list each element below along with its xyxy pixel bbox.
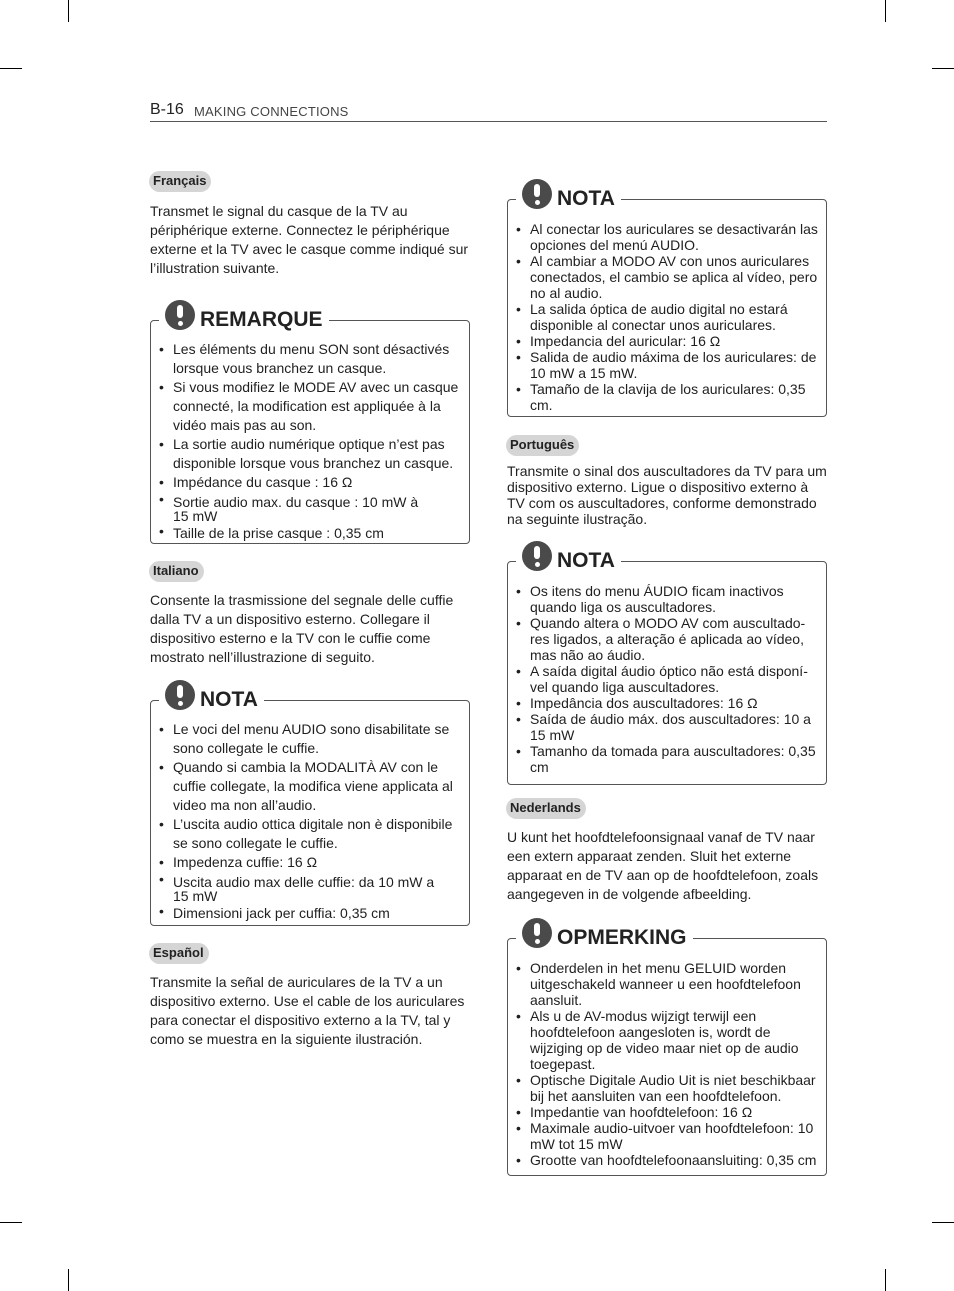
exclamation-icon <box>165 680 195 710</box>
list-item: • Sortie audio max. du casque : 10 mW à 15 mW <box>151 492 463 523</box>
spanish-description: Transmite la señal de auriculares de la TV a un dispositivo externo. Use el cable de los auriculares para conectar el dispositivo externo a la TV, tal y como se muestra en la siguiente ilustración. <box>150 974 465 1047</box>
list-item: • Impédance du casque : 16 Ω <box>151 473 463 492</box>
opmerking-box <box>507 926 827 1176</box>
list-item: • Le voci del menu AUDIO sono disabilitate se sono collegate le cuffie. <box>151 720 463 758</box>
crop-mark <box>68 1269 69 1291</box>
list-item: • Impedantie van hoofdtelefoon: 16 Ω <box>508 1104 818 1120</box>
list-item: • Impedancia del auricular: 16 Ω <box>508 333 818 349</box>
list-item: • Al cambiar a MODO AV con unos auriculares conectados, el cambio se aplica al vídeo, pero no al audio. <box>508 253 818 301</box>
list-item: • Impedância dos auscultadores: 16 Ω <box>508 695 818 711</box>
note-title: NOTA <box>557 549 615 572</box>
crop-mark <box>932 68 954 69</box>
list-item: • Les éléments du menu SON sont désactivés lorsque vous branchez un casque. <box>151 340 463 378</box>
french-description: Transmet le signal du casque de la TV au périphérique externe. Connectez le périphérique externe et la TV avec le casque comme indiqué sur l’illustration suivante. <box>150 203 469 276</box>
french-note-list <box>151 321 469 541</box>
list-item: • A saída digital áudio óptico não está disponí-vel quando liga auscultadores. <box>508 663 818 695</box>
list-item: • Optische Digitale Audio Uit is niet beschikbaar bij het aansluiten van een hoofdtelefoon. <box>508 1072 818 1104</box>
list-item: • Als u de AV-modus wijzigt terwijl een hoofdtelefoon aangesloten is, wordt de wijziging op de video maar niet op de audio toegepast. <box>508 1008 818 1072</box>
list-item: • La salida óptica de audio digital no estará disponible al conectar unos auriculares. <box>508 301 818 333</box>
nota-box-italian <box>150 688 470 926</box>
left-column <box>150 171 470 1049</box>
spanish-note-list <box>508 200 826 413</box>
list-item: • Dimensioni jack per cuffia: 0,35 cm <box>151 903 463 921</box>
dutch-description: U kunt het hoofdtelefoonsignaal vanaf de TV naar een extern apparaat zenden. Sluit het externe apparaat en de TV aan op de hoofdtelefoon, zoals aangegeven in de volgende afbeelding. <box>507 829 819 902</box>
exclamation-icon <box>522 918 552 948</box>
note-header <box>516 535 621 575</box>
exclamation-icon <box>522 541 552 571</box>
italian-note-list <box>151 701 469 921</box>
crop-mark <box>0 68 22 69</box>
right-column <box>507 187 827 1176</box>
language-label-dutch: Nederlands <box>506 798 586 819</box>
crop-mark <box>0 1222 22 1223</box>
list-item: • Taille de la prise casque : 0,35 cm <box>151 523 463 541</box>
language-label-portuguese: Português <box>506 435 579 456</box>
list-item: • Quando altera o MODO AV com auscultado-res ligados, a alteração é aplicada ao vídeo, mas não ao áudio. <box>508 615 818 663</box>
list-item: • Salida de audio máxima de los auriculares: de 10 mW a 15 mW. <box>508 349 818 381</box>
note-header <box>516 912 693 952</box>
portuguese-note-list <box>508 562 826 775</box>
page-header <box>150 100 827 122</box>
list-item: • Al conectar los auriculares se desactivarán las opciones del menú AUDIO. <box>508 221 818 253</box>
language-label-french: Français <box>149 171 211 192</box>
list-item: • Onderdelen in het menu GELUID worden uitgeschakeld wanneer u een hoofdtelefoon aansluit. <box>508 960 818 1008</box>
note-title: NOTA <box>557 187 615 210</box>
remarque-box <box>150 308 470 544</box>
page-number: B-16 <box>150 101 184 118</box>
crop-mark <box>885 1269 886 1291</box>
note-header <box>159 294 329 334</box>
note-header <box>516 173 621 213</box>
list-item: • Tamaño de la clavija de los auriculares: 0,35 cm. <box>508 381 818 413</box>
section-title: MAKING CONNECTIONS <box>194 104 349 119</box>
crop-mark <box>68 0 69 22</box>
note-header <box>159 674 264 714</box>
list-item: • L’uscita audio ottica digitale non è disponibile se sono collegate le cuffie. <box>151 815 463 853</box>
portuguese-description: Transmite o sinal dos auscultadores da TV para um dispositivo externo. Ligue o dispositivo externo à TV com os auscultadores, conforme demonstrado na seguinte ilustração. <box>507 463 827 527</box>
note-title: OPMERKING <box>557 926 687 949</box>
list-item: • Si vous modifiez le MODE AV avec un casque connecté, la modification est appliquée à la vidéo mais pas au son. <box>151 378 463 435</box>
crop-mark <box>885 0 886 22</box>
exclamation-icon <box>522 179 552 209</box>
note-title: NOTA <box>200 688 258 711</box>
list-item: • Saída de áudio máx. dos auscultadores: 10 a 15 mW <box>508 711 818 743</box>
list-item: • Uscita audio max delle cuffie: da 10 mW a 15 mW <box>151 872 463 903</box>
language-label-spanish: Español <box>149 943 209 964</box>
nota-box-spanish <box>507 187 827 417</box>
list-item: • La sortie audio numérique optique n’est pas disponible lorsque vous branchez un casque. <box>151 435 463 473</box>
list-item: • Impedenza cuffie: 16 Ω <box>151 853 463 872</box>
dutch-note-list <box>508 939 826 1168</box>
list-item: • Quando si cambia la MODALITÀ AV con le cuffie collegate, la modifica viene applicata al video ma non all’audio. <box>151 758 463 815</box>
list-item: • Os itens do menu ÁUDIO ficam inactivos quando liga os auscultadores. <box>508 583 818 615</box>
list-item: • Maximale audio-uitvoer van hoofdtelefoon: 10 mW tot 15 mW <box>508 1120 818 1152</box>
crop-mark <box>932 1222 954 1223</box>
list-item: • Tamanho da tomada para auscultadores: 0,35 cm <box>508 743 818 775</box>
note-title: REMARQUE <box>200 308 323 331</box>
italian-description: Consente la trasmissione del segnale delle cuffie dalla TV a un dispositivo esterno. Collegare il dispositivo esterno e la TV con le cuffie come mostrato nell’illustrazione di seguito. <box>150 592 454 665</box>
language-label-italian: Italiano <box>149 561 204 582</box>
nota-box-portuguese <box>507 549 827 785</box>
list-item: • Grootte van hoofdtelefoonaansluiting: 0,35 cm <box>508 1152 818 1168</box>
exclamation-icon <box>165 300 195 330</box>
